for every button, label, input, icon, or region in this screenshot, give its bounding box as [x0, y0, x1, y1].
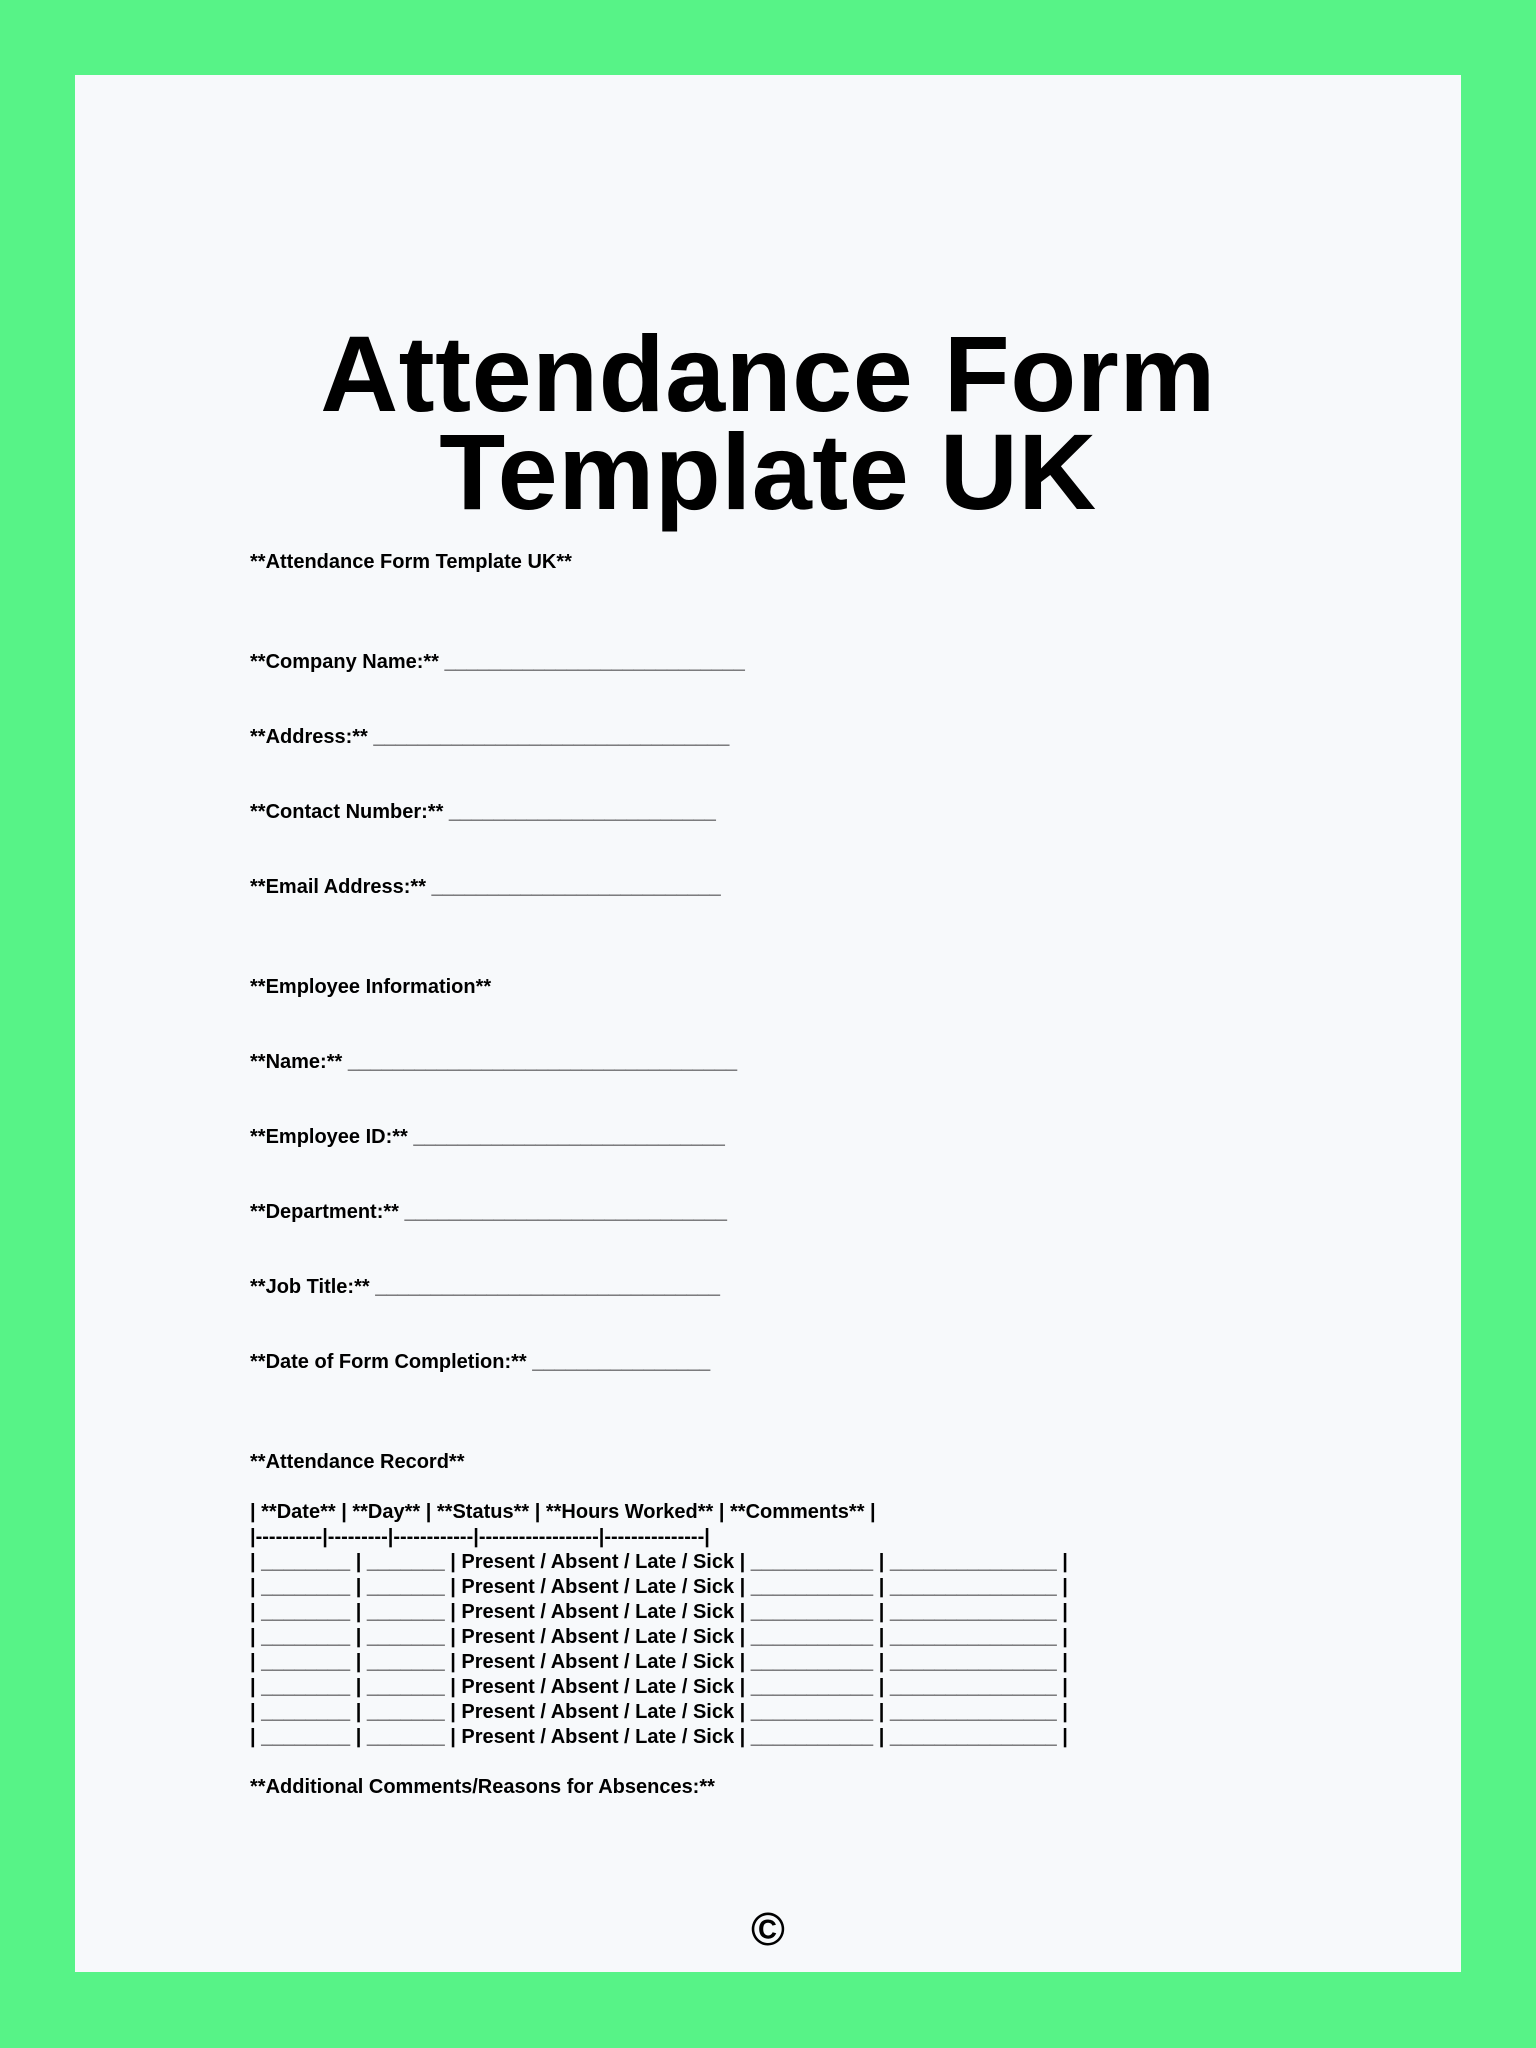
form-heading: **Attendance Form Template UK**: [250, 551, 572, 573]
table-row: | ________ | _______ | Present / Absent / Late / Sick | ___________ | _______________ |: [250, 1701, 1068, 1723]
attendance-record-heading: **Attendance Record**: [250, 1451, 465, 1473]
form-completion-date-field: **Date of Form Completion:** ________________: [250, 1351, 711, 1373]
table-row: | ________ | _______ | Present / Absent / Late / Sick | ___________ | _______________ |: [250, 1626, 1068, 1648]
table-row: | ________ | _______ | Present / Absent / Late / Sick | ___________ | _______________ |: [250, 1551, 1068, 1573]
table-row: | ________ | _______ | Present / Absent / Late / Sick | ___________ | _______________ |: [250, 1651, 1068, 1673]
department-field: **Department:** _____________________________: [250, 1201, 728, 1223]
additional-comments-heading: **Additional Comments/Reasons for Absences:**: [250, 1776, 715, 1798]
table-separator: |----------|---------|------------|------------------|---------------|: [250, 1526, 710, 1548]
contact-number-field: **Contact Number:** ________________________: [250, 801, 716, 823]
employee-id-field: **Employee ID:** ____________________________: [250, 1126, 725, 1148]
page-title: Attendance Form Template UK: [320, 313, 1216, 532]
table-row: | ________ | _______ | Present / Absent / Late / Sick | ___________ | _______________ |: [250, 1726, 1068, 1748]
address-field: **Address:** ________________________________: [250, 726, 730, 748]
document-page: [75, 75, 1461, 1972]
email-address-field: **Email Address:** __________________________: [250, 876, 721, 898]
table-row: | ________ | _______ | Present / Absent / Late / Sick | ___________ | _______________ |: [250, 1676, 1068, 1698]
job-title-field: **Job Title:** _______________________________: [250, 1276, 721, 1298]
table-header: | **Date** | **Day** | **Status** | **Hours Worked** | **Comments** |: [250, 1501, 876, 1523]
employee-information-heading: **Employee Information**: [250, 976, 492, 998]
company-name-field: **Company Name:** ___________________________: [250, 651, 745, 673]
copyright-symbol: ©: [751, 1903, 785, 1955]
table-row: | ________ | _______ | Present / Absent / Late / Sick | ___________ | _______________ |: [250, 1601, 1068, 1623]
table-row: | ________ | _______ | Present / Absent / Late / Sick | ___________ | _______________ |: [250, 1576, 1068, 1598]
employee-name-field: **Name:** ___________________________________: [250, 1051, 738, 1073]
